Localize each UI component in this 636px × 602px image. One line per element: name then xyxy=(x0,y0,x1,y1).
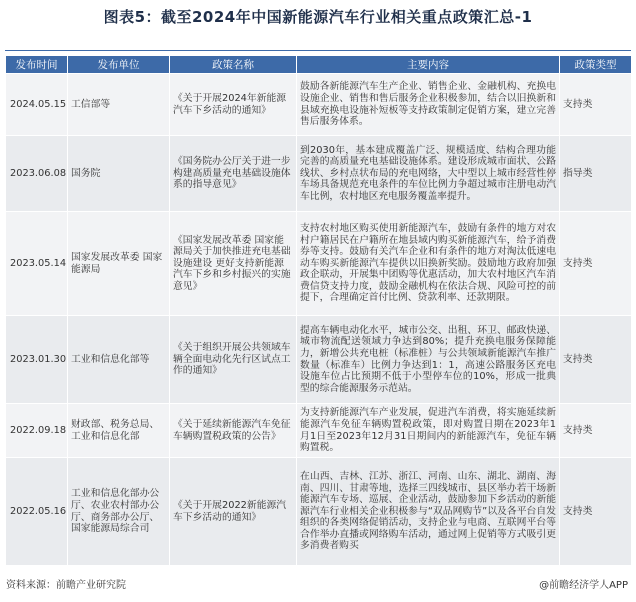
header-unit: 发布单位 xyxy=(68,56,170,74)
cell-unit: 工信部等 xyxy=(68,74,170,136)
table-row xyxy=(6,136,632,212)
table-row xyxy=(6,74,632,136)
cell-type: 指导类 xyxy=(560,136,632,212)
header-date: 发布时间 xyxy=(6,56,68,74)
policy-table xyxy=(5,55,632,566)
cell-policy: 《国家发展改革委 国家能源局关于加快推进充电基础设施建设 更好支持新能源汽车下乡和乡村振兴的实施意见》 xyxy=(170,212,297,316)
cell-date: 2024.05.15 xyxy=(6,74,68,136)
cell-date: 2023.06.08 xyxy=(6,136,68,212)
cell-date: 2022.05.16 xyxy=(6,458,68,566)
header-type: 政策类型 xyxy=(560,56,632,74)
cell-policy: 《关于延续新能源汽车免征车辆购置税政策的公告》 xyxy=(170,404,297,458)
cell-unit: 工业和信息化部等 xyxy=(68,316,170,404)
table-row xyxy=(6,404,632,458)
cell-content: 鼓励各新能源汽车生产企业、销售企业、金融机构、充换电设施企业、销售和售后服务企业积极参加，结合以旧换新和县域充换电设施补短板等支持政策制定促销方案，建立完善售后服务体系。 xyxy=(297,74,560,136)
cell-type: 支持类 xyxy=(560,74,632,136)
cell-content: 到2030年，基本建成覆盖广泛、规模适度、结构合理功能完善的高质量充电基础设施体系。建设形成城市面状、公路线状、乡村点状布局的充电网络，大中型以上城市经营性停车场具备规范充电条件的车位比例力争超过城市注册电动汽车比例，农村地区充电服务覆盖率提升。 xyxy=(297,136,560,212)
cell-unit: 工业和信息化部办公厅、农业农村部办公厅、商务部办公厅、国家能源局综合司 xyxy=(68,458,170,566)
source-note: 资料来源：前瞻产业研究院 xyxy=(6,580,126,591)
cell-content: 为支持新能源汽车产业发展，促进汽车消费，将实施延续新能源汽车免征车辆购置税政策，即对购置日期在2023年1月1日至2023年12月31日期间内的新能源汽车，免征车辆购置税。 xyxy=(297,404,560,458)
cell-content: 在山西、吉林、江苏、浙江、河南、山东、湖北、湖南、海南、四川、甘肃等地，选择三四线城市、县区举办若干场新能源汽车专场、巡展、企业活动，鼓励参加下乡活动的新能源汽车行业相关企业积极参与“双品网购节”以及各平台自发组织的各类网络促销活动，支持企业与电商、互联网平台等合作举办直播或网络购车活动，通过网上促销等方式吸引更多消费者购买 xyxy=(297,458,560,566)
cell-policy: 《关于开展2022新能源汽车下乡活动的通知》 xyxy=(170,458,297,566)
table-row xyxy=(6,458,632,566)
cell-date: 2023.05.14 xyxy=(6,212,68,316)
cell-unit: 国家发展改革委 国家能源局 xyxy=(68,212,170,316)
header-policy: 政策名称 xyxy=(170,56,297,74)
cell-date: 2023.01.30 xyxy=(6,316,68,404)
cell-policy: 《关于开展2024年新能源汽车下乡活动的通知》 xyxy=(170,74,297,136)
table-header-row xyxy=(6,56,632,74)
cell-type: 支持类 xyxy=(560,212,632,316)
cell-policy: 《国务院办公厅关于进一步构建高质量充电基础设施体系的指导意见》 xyxy=(170,136,297,212)
divider xyxy=(5,50,631,51)
header-content: 主要内容 xyxy=(297,56,560,74)
cell-unit: 财政部、税务总局、工业和信息化部 xyxy=(68,404,170,458)
cell-type: 支持类 xyxy=(560,316,632,404)
cell-date: 2022.09.18 xyxy=(6,404,68,458)
brand-label: @前瞻经济学人APP xyxy=(539,580,628,591)
table-row xyxy=(6,316,632,404)
cell-type: 支持类 xyxy=(560,404,632,458)
cell-content: 提高车辆电动化水平，城市公交、出租、环卫、邮政快递、城市物流配送领域力争达到80%；提升充换电服务保障能力，新增公共充电桩（标准桩）与公共领域新能源汽车推广数量（标准车）比例力争达到1：1，高速公路服务区充电设施车位占比预期不低于小型停车位的10%，形成一批典型的综合能源服务示范站。 xyxy=(297,316,560,404)
cell-unit: 国务院 xyxy=(68,136,170,212)
table-row xyxy=(6,212,632,316)
cell-content: 支持农村地区购买使用新能源汽车，鼓励有条件的地方对农村户籍居民在户籍所在地县域内购买新能源汽车，给予消费券等支持。鼓励有关汽车企业和有条件的地方对淘汰低速电动车购买新能源汽车提供以旧换新奖励。鼓励地方政府加强政企联动，开展集中团购等优惠活动，加大农村地区汽车消费信贷支持力度，鼓励金融机构在依法合规、风险可控的前提下，合理确定首付比例、贷款利率、还款期限。 xyxy=(297,212,560,316)
page-title: 图表5：截至2024年中国新能源汽车行业相关重点政策汇总-1 xyxy=(103,8,533,26)
cell-policy: 《关于组织开展公共领域车辆全面电动化先行区试点工作的通知》 xyxy=(170,316,297,404)
cell-type: 支持类 xyxy=(560,458,632,566)
